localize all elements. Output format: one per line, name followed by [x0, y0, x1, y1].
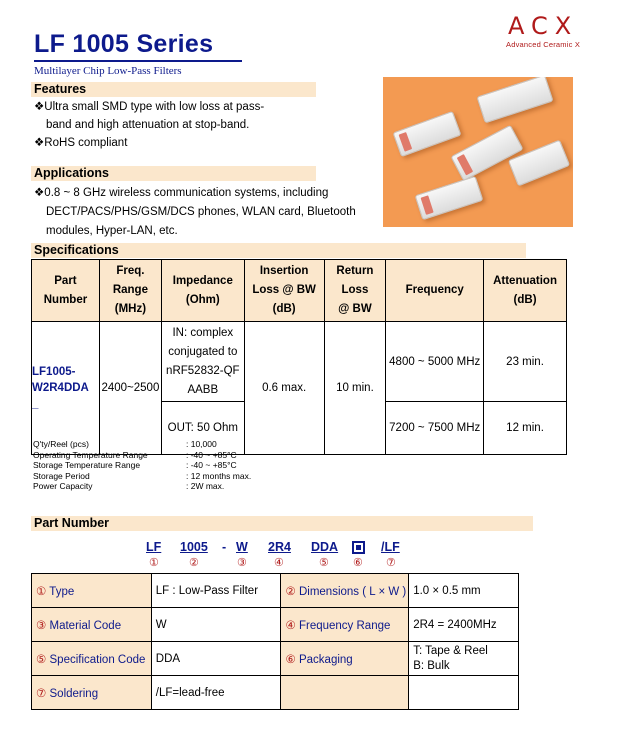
col-header-insertion-loss: Insertion Loss @ BW (dB): [244, 260, 324, 322]
title-underline: [34, 60, 242, 62]
code-label-specification: ⑤ Specification Code: [32, 642, 152, 676]
code-marker: ⑦: [386, 557, 396, 569]
acx-logo: ACX: [508, 12, 579, 40]
chip-image: [415, 176, 484, 221]
code-value-type: LF : Low-Pass Filter: [151, 574, 281, 608]
code-segment-frequency: 2R4: [268, 540, 291, 554]
code-value-frequency: 2R4 = 2400MHz: [409, 608, 519, 642]
parameter-label: Operating Temperature Range: [33, 449, 148, 460]
page-title: LF 1005 Series: [34, 30, 214, 58]
col-header-return-loss: Return Loss @ BW: [324, 260, 386, 322]
code-dash: -: [222, 540, 227, 554]
code-segment-spec: DDA: [311, 540, 339, 554]
applications-heading: Applications: [34, 166, 110, 180]
return-loss-cell: 10 min.: [324, 322, 386, 455]
col-header-freq-range: Freq. Range (MHz): [99, 260, 161, 322]
attenuation-cell: 23 min.: [484, 322, 567, 402]
product-photo: [383, 77, 573, 227]
parameter-value: : -40 ~ +85°C: [186, 449, 237, 460]
features-heading: Features: [34, 82, 87, 96]
code-label-type: ① Type: [32, 574, 152, 608]
col-header-impedance: Impedance (Ohm): [161, 260, 244, 322]
table-row: [32, 676, 519, 710]
code-segment-soldering: /LF: [381, 540, 400, 554]
feature-item: ❖RoHS compliant: [34, 137, 128, 149]
code-label-packaging: ⑥ Packaging: [281, 642, 409, 676]
code-marker: ④: [274, 557, 284, 569]
code-marker: ⑤: [319, 557, 329, 569]
code-value-material: W: [151, 608, 281, 642]
spec-header-row: [32, 260, 567, 322]
code-value-specification: DDA: [151, 642, 281, 676]
code-label-empty: [281, 676, 409, 710]
parameter-label: Q'ty/Reel (pcs): [33, 439, 89, 449]
code-value-empty: [409, 676, 519, 710]
code-label-soldering: ⑦ Soldering: [32, 676, 152, 710]
parameter-labels: [33, 439, 148, 492]
col-header-frequency: Frequency: [386, 260, 484, 322]
parameter-value: : -40 ~ +85°C: [186, 460, 237, 470]
code-marker: ③: [237, 557, 247, 569]
part-number-code-table: [31, 573, 519, 710]
code-label-dimensions: ② Dimensions ( L × W ): [281, 574, 409, 608]
application-item: modules, Hyper-LAN, etc.: [46, 225, 178, 237]
chip-image: [476, 77, 553, 123]
code-marker: ⑥: [353, 557, 363, 569]
col-header-part-number: Part Number: [32, 260, 100, 322]
impedance-in-cell: IN: complex conjugated to nRF52832-QF AABB: [161, 322, 244, 402]
feature-item: band and high attenuation at stop-band.: [46, 119, 250, 131]
parameter-value: : 10,000: [186, 439, 217, 449]
table-row: [32, 574, 519, 608]
chip-image: [392, 111, 461, 157]
specifications-table: [31, 259, 567, 455]
specifications-heading: Specifications: [34, 243, 119, 257]
impedance-out-cell: OUT: 50 Ohm: [161, 402, 244, 455]
table-row: [32, 642, 519, 676]
frequency-cell: 4800 ~ 5000 MHz: [386, 322, 484, 402]
code-value-packaging: T: Tape & Reel B: Bulk: [409, 642, 519, 676]
code-segment-type: LF: [146, 540, 162, 554]
insertion-loss-cell: 0.6 max.: [244, 322, 324, 455]
code-marker: ①: [149, 557, 159, 569]
application-item: ❖0.8 ~ 8 GHz wireless communication systems, including: [34, 187, 329, 199]
parameter-label: Storage Period: [33, 470, 90, 481]
code-value-soldering: /LF=lead-free: [151, 676, 281, 710]
part-number-cell: LF1005- W2R4DDA _: [32, 322, 100, 455]
code-segment-dimensions: 1005: [180, 540, 208, 554]
acx-logo-tagline: Advanced Ceramic X: [506, 40, 581, 49]
parameter-values: [186, 439, 251, 492]
page-subtitle: Multilayer Chip Low-Pass Filters: [34, 65, 182, 77]
parameter-label: Power Capacity: [33, 481, 93, 491]
code-segment-material: W: [236, 540, 248, 554]
part-number-heading: Part Number: [34, 516, 110, 530]
table-row: [32, 322, 567, 402]
col-header-attenuation: Attenuation (dB): [484, 260, 567, 322]
application-item: DECT/PACS/PHS/GSM/DCS phones, WLAN card, Bluetooth: [46, 206, 356, 218]
code-marker: ②: [189, 557, 199, 569]
code-value-dimensions: 1.0 × 0.5 mm: [409, 574, 519, 608]
table-row: [32, 608, 519, 642]
code-label-frequency: ④ Frequency Range: [281, 608, 409, 642]
parameter-label: Storage Temperature Range: [33, 460, 141, 470]
frequency-cell: 7200 ~ 7500 MHz: [386, 402, 484, 455]
feature-item: ❖Ultra small SMD type with low loss at pass-: [34, 101, 265, 113]
parameter-value: : 2W max.: [186, 481, 225, 491]
parameter-value: : 12 months max.: [186, 470, 252, 481]
code-label-material: ③ Material Code: [32, 608, 152, 642]
freq-range-cell: 2400~2500: [99, 322, 161, 455]
attenuation-cell: 12 min.: [484, 402, 567, 455]
